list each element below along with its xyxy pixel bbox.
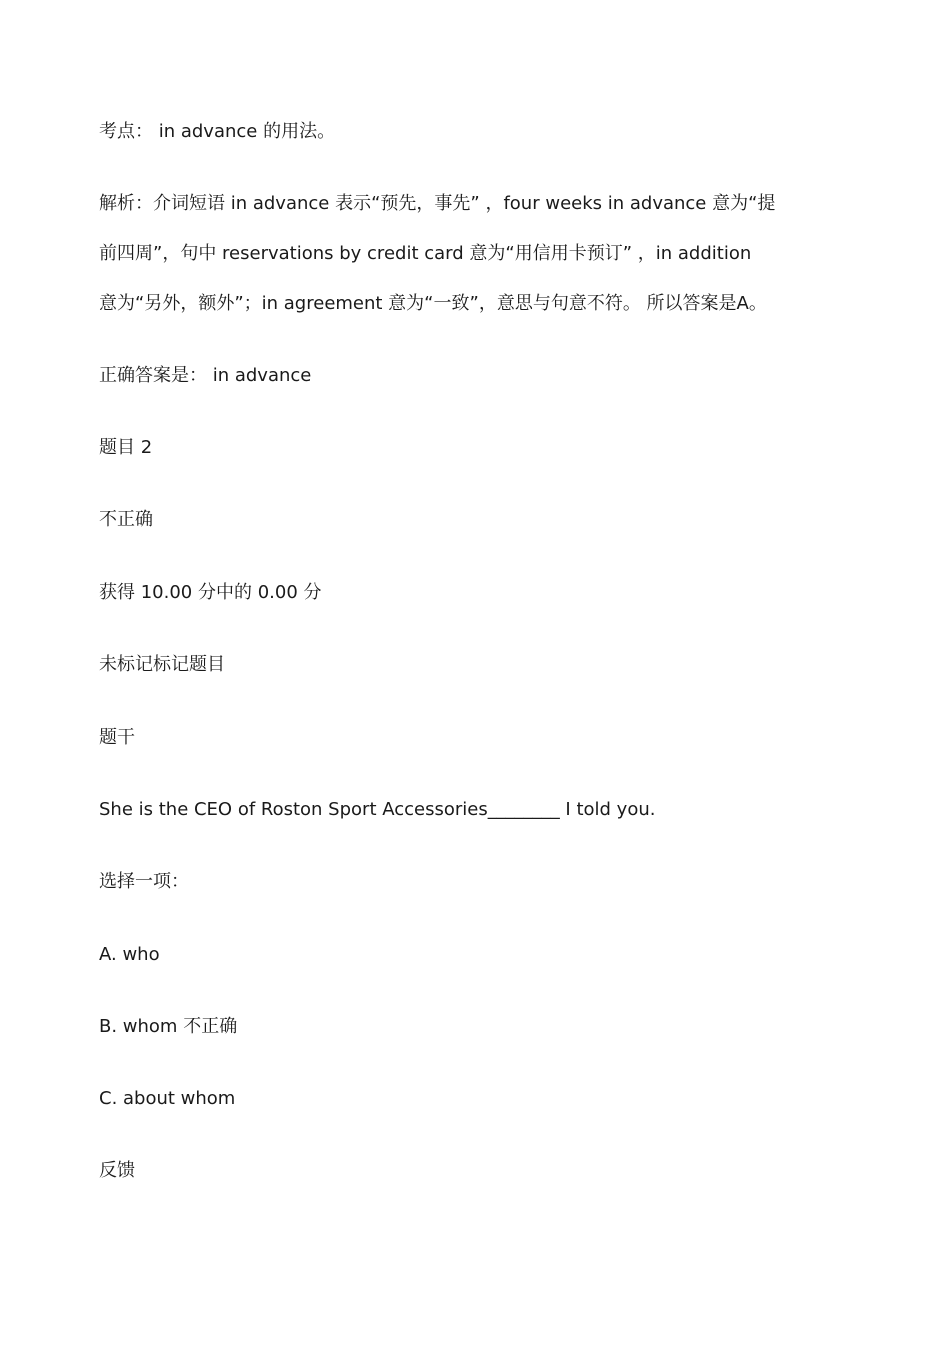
question-number: 题目 2 bbox=[99, 437, 153, 458]
option-c[interactable]: C. about whom bbox=[99, 1088, 236, 1109]
question-score: 获得 10.00 分中的 0.00 分 bbox=[99, 582, 322, 603]
choose-one-label: 选择一项： bbox=[99, 871, 189, 892]
topic-line: 考点： in advance 的用法。 bbox=[99, 121, 336, 142]
question-stem: She is the CEO of Roston Sport Accessories________ I told you. bbox=[99, 799, 656, 820]
analysis-line-1: 解析：介词短语 in advance 表示“预先，事先” ，four weeks in advance 意为“提 bbox=[99, 193, 776, 214]
feedback-label: 反馈 bbox=[99, 1160, 135, 1181]
option-a[interactable]: A. who bbox=[99, 944, 160, 965]
correct-answer: 正确答案是： in advance bbox=[99, 365, 312, 386]
analysis-line-2: 前四周”，句中 reservations by credit card 意为“用信用卡预订” ，in addition bbox=[99, 243, 752, 264]
analysis-line-3: 意为“另外，额外”；in agreement 意为“一致”，意思与句意不符。 所以答案是A。 bbox=[99, 293, 767, 314]
question-status: 不正确 bbox=[99, 509, 153, 530]
question-stem-label: 题干 bbox=[99, 727, 135, 748]
flag-question-link[interactable]: 未标记标记题目 bbox=[99, 654, 225, 675]
option-b[interactable]: B. whom 不正确 bbox=[99, 1016, 238, 1037]
